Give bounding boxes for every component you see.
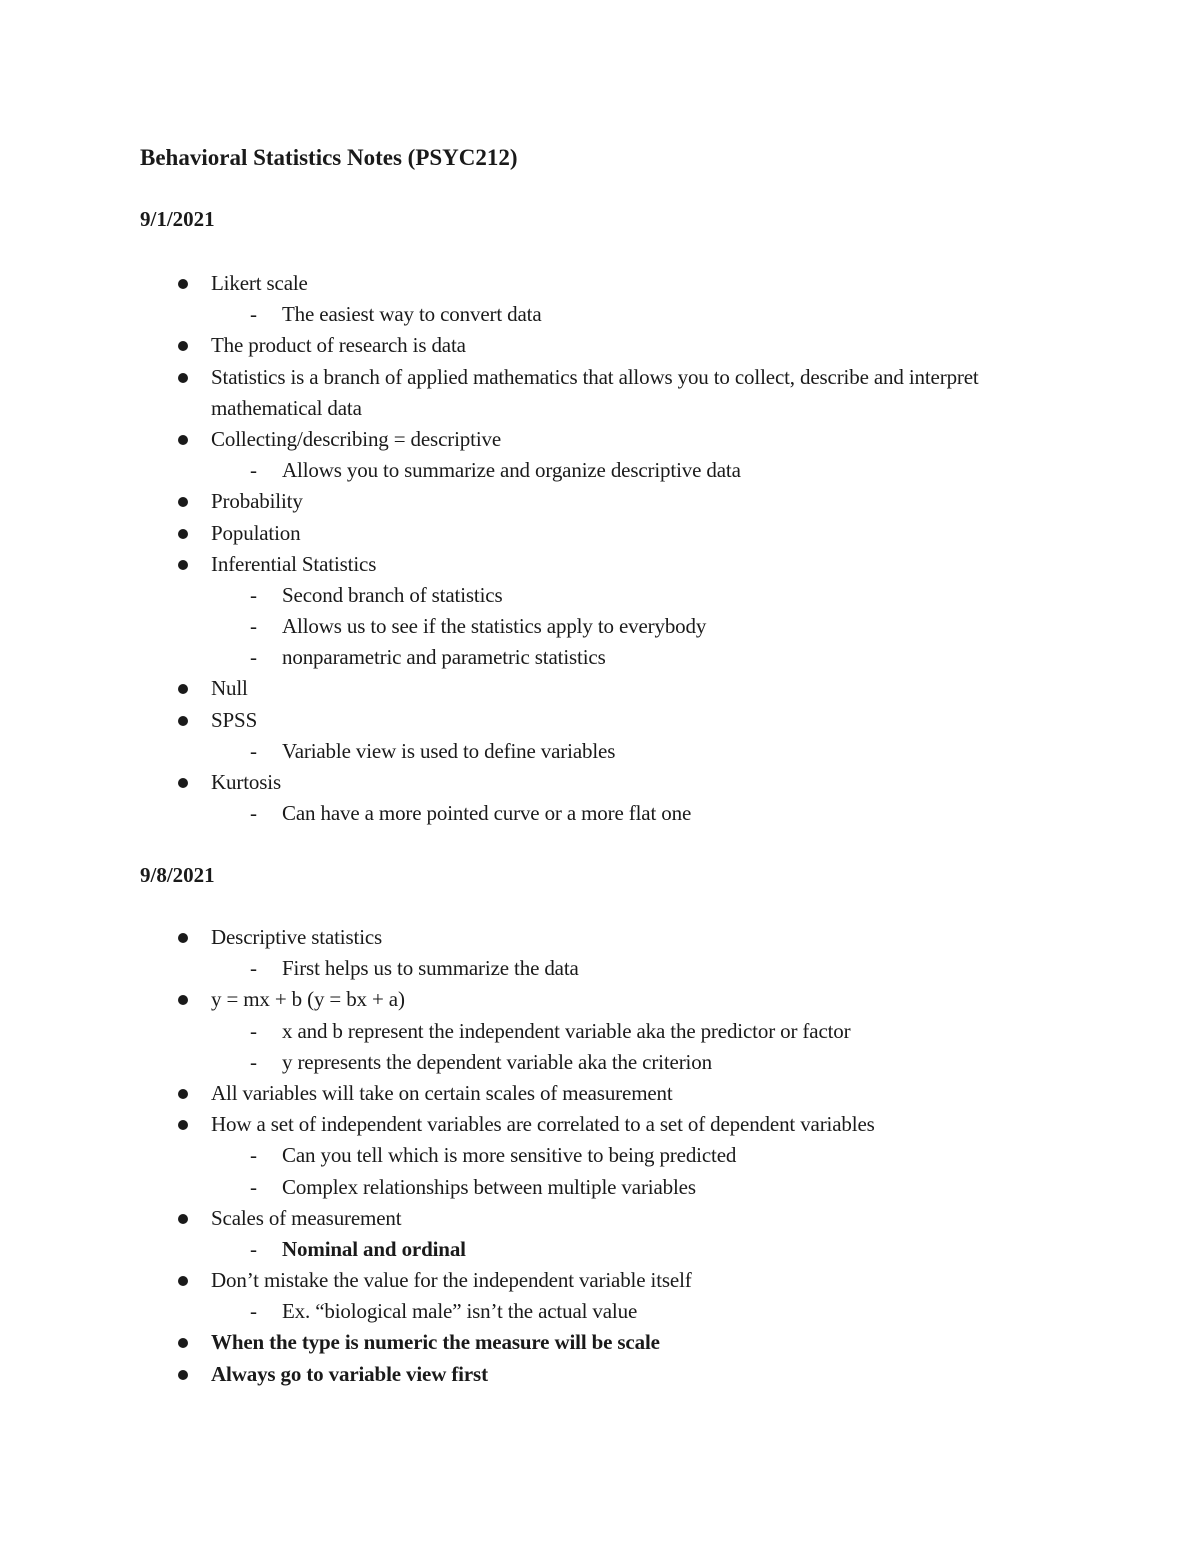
item-text: All variables will take on certain scales of measurement [211, 1080, 673, 1105]
dash-icon: - [250, 645, 257, 670]
dash-icon: - [250, 582, 257, 607]
bullet-icon [178, 529, 188, 539]
dash-icon: - [250, 801, 257, 826]
item-text: Collecting/describing = descriptive [211, 426, 502, 451]
dash-icon: - [250, 458, 257, 483]
bullet-icon [178, 995, 188, 1005]
sub-item-text: The easiest way to convert data [282, 302, 542, 327]
item-text: Inferential Statistics [211, 551, 377, 576]
bullet-icon [178, 1089, 188, 1099]
sub-item-text: Nominal and ordinal [282, 1236, 466, 1261]
section-date: 9/1/2021 [140, 207, 215, 231]
sub-item-text: x and b represent the independent variable aka the predictor or factor [282, 1018, 851, 1043]
item-text: SPSS [211, 707, 258, 732]
sub-item-text: Can have a more pointed curve or a more flat one [282, 801, 692, 826]
item-text: Population [211, 520, 301, 545]
item-text: Statistics is a branch of applied mathematics that allows you to collect, describe and interpret mathematical data [211, 364, 979, 420]
bullet-icon [178, 560, 188, 570]
sub-item-text: Allows you to summarize and organize descriptive data [282, 458, 741, 483]
item-text: Probability [211, 489, 303, 514]
item-text: Null [211, 676, 248, 701]
sub-item-text: Can you tell which is more sensitive to being predicted [282, 1143, 737, 1168]
dash-icon: - [250, 738, 257, 763]
bullet-icon [178, 933, 188, 943]
bullet-icon [178, 684, 188, 694]
dash-icon: - [250, 302, 257, 327]
bullet-icon [178, 1120, 188, 1130]
sub-item-text: y represents the dependent variable aka the criterion [282, 1049, 712, 1074]
bullet-icon [178, 1338, 188, 1348]
item-text: Likert scale [211, 271, 308, 295]
dash-icon: - [250, 614, 257, 639]
item-text: How a set of independent variables are correlated to a set of dependent variables [211, 1112, 875, 1137]
item-text: y = mx + b (y = bx + a) [211, 987, 405, 1012]
item-text: Don’t mistake the value for the independent variable itself [211, 1268, 692, 1293]
dash-icon: - [250, 1236, 257, 1261]
item-text: Scales of measurement [211, 1205, 402, 1230]
bullet-icon [178, 497, 188, 507]
dash-icon: - [250, 1299, 257, 1324]
bullet-icon [178, 341, 188, 351]
sub-item-text: nonparametric and parametric statistics [282, 645, 606, 670]
item-text: When the type is numeric the measure will be scale [211, 1330, 660, 1355]
bullet-icon [178, 716, 188, 726]
sub-item-text: First helps us to summarize the data [282, 956, 579, 981]
bullet-icon [178, 778, 188, 788]
bullet-icon [178, 1276, 188, 1286]
item-text: Kurtosis [211, 770, 281, 795]
dash-icon: - [250, 1143, 257, 1168]
sub-item-text: Allows us to see if the statistics apply to everybody [282, 614, 707, 639]
document-title: Behavioral Statistics Notes (PSYC212) [140, 145, 518, 170]
section-date: 9/8/2021 [140, 863, 215, 887]
bullet-icon [178, 373, 188, 383]
sub-item-text: Ex. “biological male” isn’t the actual value [282, 1299, 638, 1324]
item-text: The product of research is data [211, 333, 466, 358]
sub-item-text: Second branch of statistics [282, 582, 503, 607]
item-text: Descriptive statistics [211, 925, 383, 949]
sub-item-text: Complex relationships between multiple variables [282, 1174, 696, 1199]
sub-item-text: Variable view is used to define variables [282, 738, 616, 763]
bullet-icon [178, 1214, 188, 1224]
dash-icon: - [250, 956, 257, 981]
item-text: Always go to variable view first [211, 1361, 488, 1386]
bullet-icon [178, 435, 188, 445]
dash-icon: - [250, 1018, 257, 1043]
dash-icon: - [250, 1174, 257, 1199]
bullet-icon [178, 279, 188, 289]
bullet-icon [178, 1370, 188, 1380]
dash-icon: - [250, 1049, 257, 1074]
